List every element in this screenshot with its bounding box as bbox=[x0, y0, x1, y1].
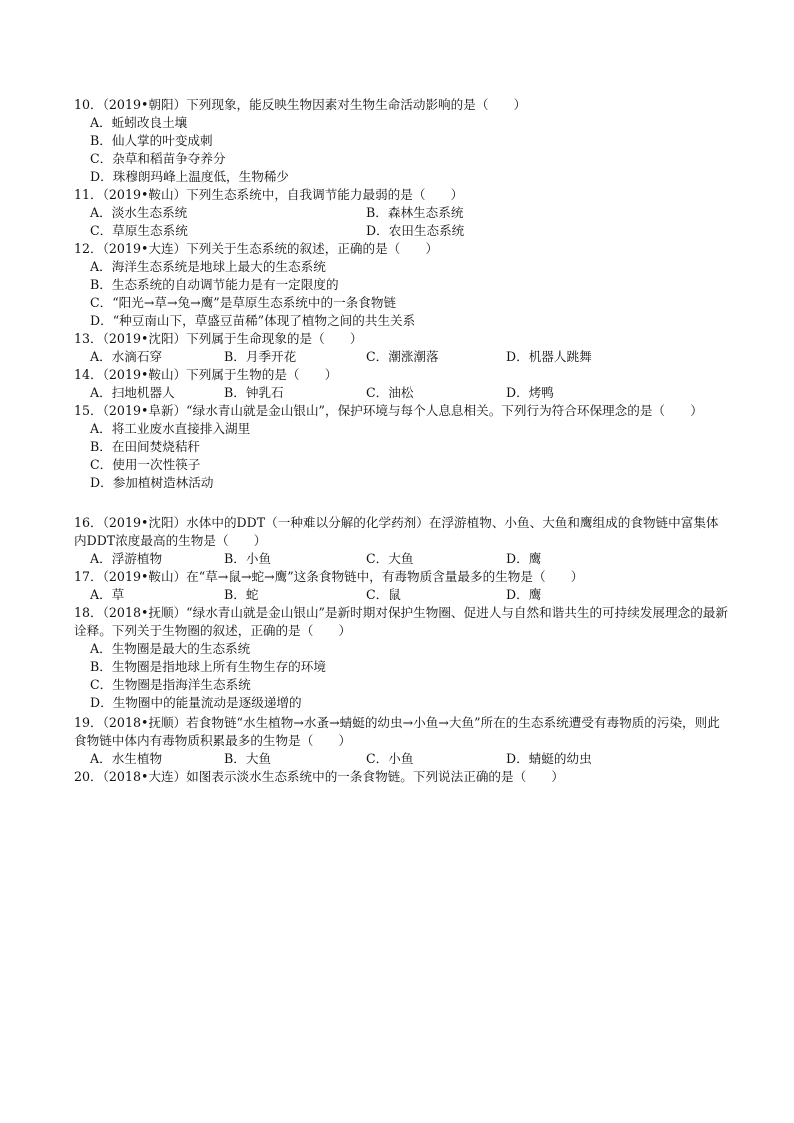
options-list bbox=[90, 750, 730, 768]
option-a: A．浮游植物 bbox=[90, 551, 163, 566]
option-a: A．草 bbox=[90, 587, 125, 602]
option-d: D．蜻蜓的幼虫 bbox=[506, 751, 592, 766]
options-list bbox=[90, 258, 730, 330]
option-d: D．烤鸭 bbox=[506, 385, 554, 400]
option-a: A．扫地机器人 bbox=[90, 385, 175, 400]
option-c: C．大鱼 bbox=[366, 551, 414, 566]
question-stem: 16．（2019•沈阳）水体中的DDT（一种难以分解的化学药剂）在浮游植物、小鱼、大鱼和鹰组成的食物链中富集体内DDT浓度最高的生物是（ ） bbox=[74, 515, 719, 548]
question-12 bbox=[0, 240, 794, 330]
option-d: D．参加植树造林活动 bbox=[90, 475, 214, 490]
question-17 bbox=[0, 568, 794, 604]
options-list bbox=[90, 204, 730, 240]
option-a: A．水生植物 bbox=[90, 751, 163, 766]
option-c: C．小鱼 bbox=[366, 751, 414, 766]
option-b: B．生态系统的自动调节能力是有一定限度的 bbox=[90, 277, 339, 292]
question-16 bbox=[0, 514, 794, 568]
option-b: B．月季开花 bbox=[224, 349, 297, 364]
option-a: A．将工业废水直接排入湖里 bbox=[90, 421, 251, 436]
option-b: B．森林生态系统 bbox=[366, 205, 464, 220]
option-a: A．淡水生态系统 bbox=[90, 205, 188, 220]
question-stem: 18．（2018•抚顺）“绿水青山就是金山银山”是新时期对保护生物圈、促进人与自然和谐共生的可持续发展理念的最新诠释。下列关于生物圈的叙述，正确的是（ ） bbox=[74, 605, 728, 638]
question-11 bbox=[0, 186, 794, 240]
option-c: C．生物圈是指海洋生态系统 bbox=[90, 677, 251, 692]
option-c: C．“阳光→草→兔→鹰”是草原生态系统中的一条食物链 bbox=[90, 295, 397, 310]
option-d: D．“种豆南山下，草盛豆苗稀”体现了植物之间的共生关系 bbox=[90, 313, 416, 328]
option-b: B．蛇 bbox=[224, 587, 259, 602]
option-a: A．水滴石穿 bbox=[90, 349, 163, 364]
question-stem: 11．（2019•鞍山）下列生态系统中，自我调节能力最弱的是（ ） bbox=[74, 187, 464, 202]
option-d: D．农田生态系统 bbox=[366, 223, 465, 238]
option-c: C．草原生态系统 bbox=[90, 223, 188, 238]
options-list bbox=[90, 348, 730, 366]
question-stem: 13．（2019•沈阳）下列属于生命现象的是（ ） bbox=[74, 331, 363, 346]
option-b: B．大鱼 bbox=[224, 751, 272, 766]
question-14 bbox=[0, 366, 794, 402]
question-stem: 20．（2018•大连）如图表示淡水生态系统中的一条食物链。下列说法正确的是（ ） bbox=[74, 769, 564, 784]
question-19 bbox=[0, 714, 794, 768]
options-list bbox=[90, 420, 730, 492]
options-list bbox=[90, 550, 730, 568]
option-b: B．钟乳石 bbox=[224, 385, 284, 400]
question-20 bbox=[0, 768, 794, 786]
options-list bbox=[90, 640, 730, 712]
question-stem: 19．（2018•抚顺）若食物链“水生植物→水蚤→蜻蜓的幼虫→小鱼→大鱼”所在的生态系统遭受有毒物质的污染，则此食物链中体内有毒物质积累最多的生物是（ ） bbox=[74, 715, 720, 748]
question-18 bbox=[0, 604, 794, 712]
question-stem: 14．（2019•鞍山）下列属于生物的是（ ） bbox=[74, 367, 338, 382]
question-10 bbox=[0, 96, 794, 186]
question-stem: 15．（2019•阜新）“绿水青山就是金山银山”，保护环境与每个人息息相关。下列行为符合环保理念的是（ ） bbox=[74, 403, 703, 418]
option-c: C．油松 bbox=[366, 385, 414, 400]
option-c: C．鼠 bbox=[366, 587, 401, 602]
option-c: C．潮涨潮落 bbox=[366, 349, 439, 364]
option-b: B．生物圈是指地球上所有生物生存的环境 bbox=[90, 659, 326, 674]
option-b: B．小鱼 bbox=[224, 551, 272, 566]
option-a: A．生物圈是最大的生态系统 bbox=[90, 641, 251, 656]
question-13 bbox=[0, 330, 794, 366]
options-list bbox=[90, 384, 730, 402]
option-b: B．仙人掌的叶变成刺 bbox=[90, 133, 213, 148]
option-d: D．鹰 bbox=[506, 587, 542, 602]
option-d: D．机器人跳舞 bbox=[506, 349, 592, 364]
question-15 bbox=[0, 402, 794, 492]
question-stem: 17．（2019•鞍山）在“草→鼠→蛇→鹰”这条食物链中，有毒物质含量最多的生物是（ ） bbox=[74, 569, 584, 584]
option-a: A．海洋生态系统是地球上最大的生态系统 bbox=[90, 259, 326, 274]
option-b: B．在田间焚烧秸秆 bbox=[90, 439, 201, 454]
options-list bbox=[90, 114, 730, 186]
question-stem: 10．（2019•朝阳）下列现象，能反映生物因素对生物生命活动影响的是（ ） bbox=[74, 97, 527, 112]
option-c: C．使用一次性筷子 bbox=[90, 457, 201, 472]
question-stem: 12．（2019•大连）下列关于生态系统的叙述，正确的是（ ） bbox=[74, 241, 439, 256]
option-c: C．杂草和稻苗争夺养分 bbox=[90, 151, 226, 166]
option-a: A．蚯蚓改良土壤 bbox=[90, 115, 188, 130]
option-d: D．生物圈中的能量流动是逐级递增的 bbox=[90, 695, 302, 710]
options-list bbox=[90, 586, 730, 604]
option-d: D．鹰 bbox=[506, 551, 542, 566]
option-d: D．珠穆朗玛峰上温度低，生物稀少 bbox=[90, 169, 290, 184]
